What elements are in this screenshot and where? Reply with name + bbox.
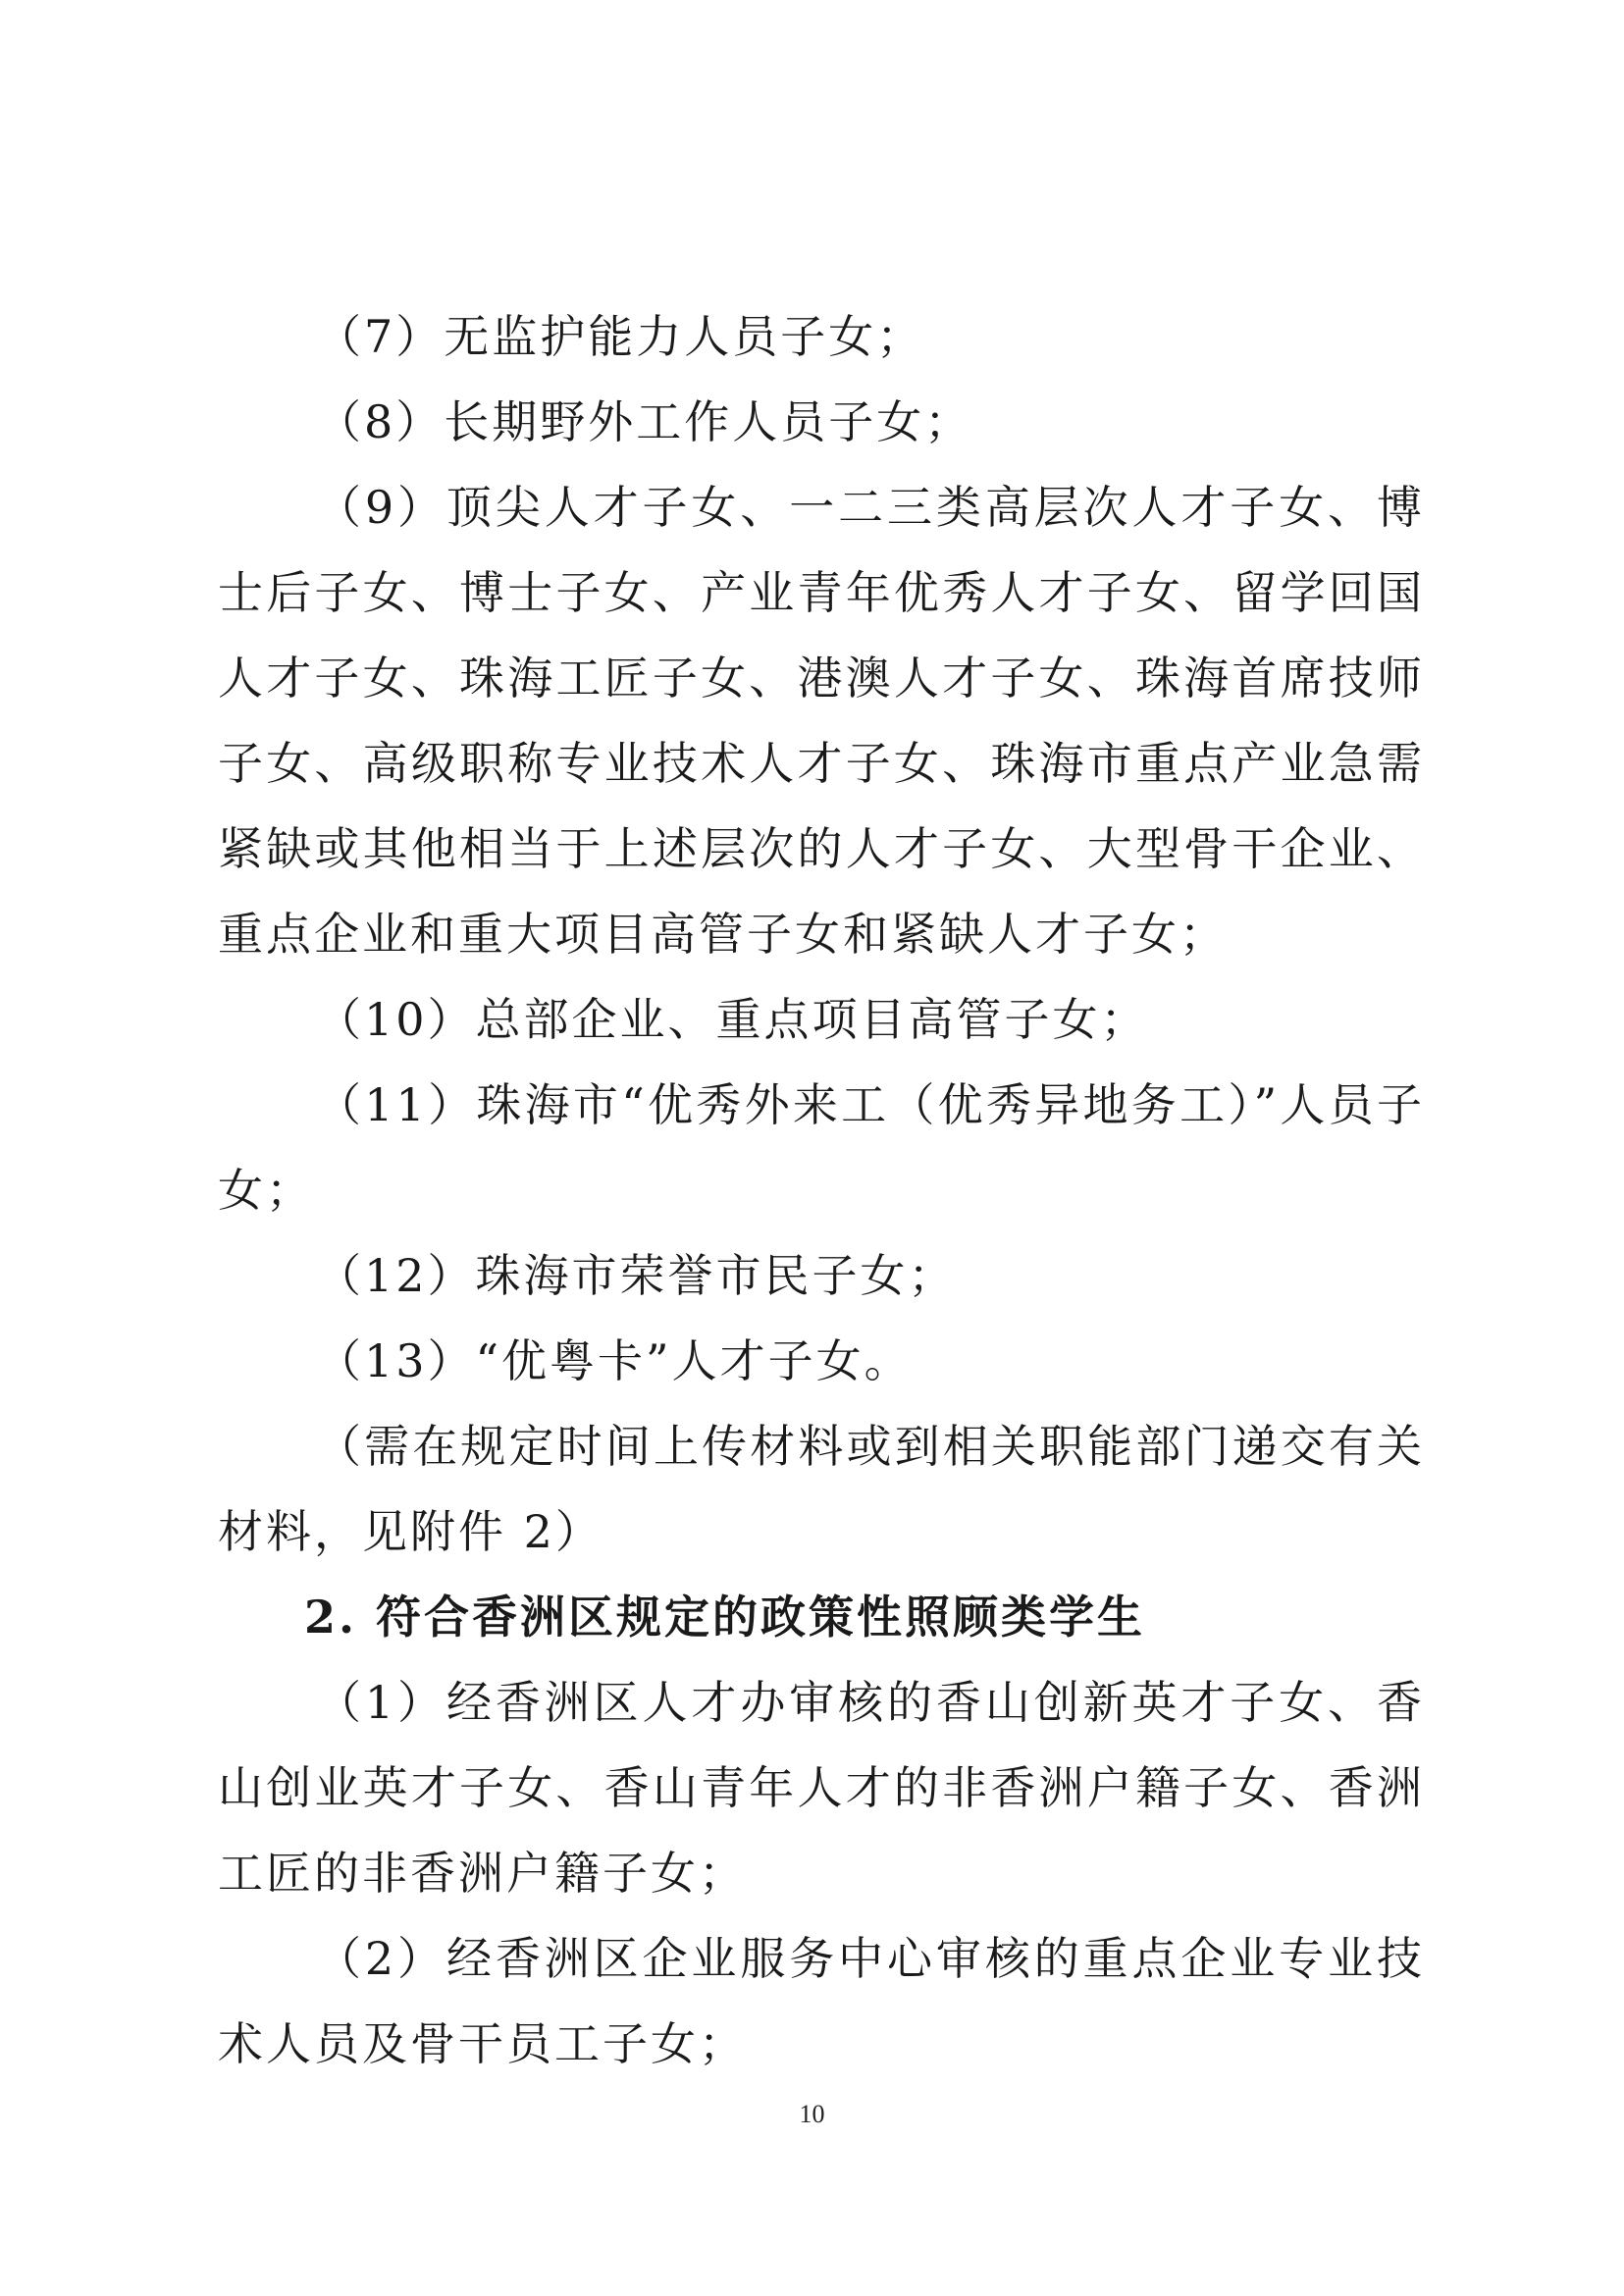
paragraph-note: （需在规定时间上传材料或到相关职能部门递交有关材料，见附件 2） <box>218 1420 1425 1558</box>
page-number: 10 <box>799 2100 825 2128</box>
paragraph-item-7: （7）无监护能力人员子女； <box>316 310 925 363</box>
paragraph-item-11: （11）珠海市“优秀外来工（优秀异地务工）”人员子女； <box>218 1078 1425 1217</box>
paragraph-item-9: （9）顶尖人才子女、一二三类高层次人才子女、博士后子女、博士子女、产业青年优秀人才子女、留学回国人才子女、珠海工匠子女、港澳人才子女、珠海首席技师子女、高级职称专业技术人才子女、珠海市重点产业急需紧缺或其他相当于上述层次的人才子女、大型骨干企业、重点企业和重大项目高管子女和紧缺人才子女； <box>218 481 1425 961</box>
paragraph-item-8: （8）长期野外工作人员子女； <box>316 395 973 448</box>
paragraph-item-12: （12）珠海市荣誉市民子女； <box>316 1249 957 1302</box>
document-body <box>218 294 1425 2087</box>
section-paragraph-item-2: （2）经香洲区企业服务中心审核的重点企业专业技术人员及骨干员工子女； <box>218 1932 1425 2070</box>
section-heading: 2. 符合香洲区规定的政策性照顾类学生 <box>304 1591 1146 1644</box>
paragraph-item-10: （10）总部企业、重点项目高管子女； <box>316 993 1149 1046</box>
section-paragraph-item-1: （1）经香洲区人才办审核的香山创新英才子女、香山创业英才子女、香山青年人才的非香洲户籍子女、香洲工匠的非香洲户籍子女； <box>218 1676 1425 1900</box>
paragraph-item-13: （13）“优粤卡”人才子女。 <box>316 1334 913 1387</box>
